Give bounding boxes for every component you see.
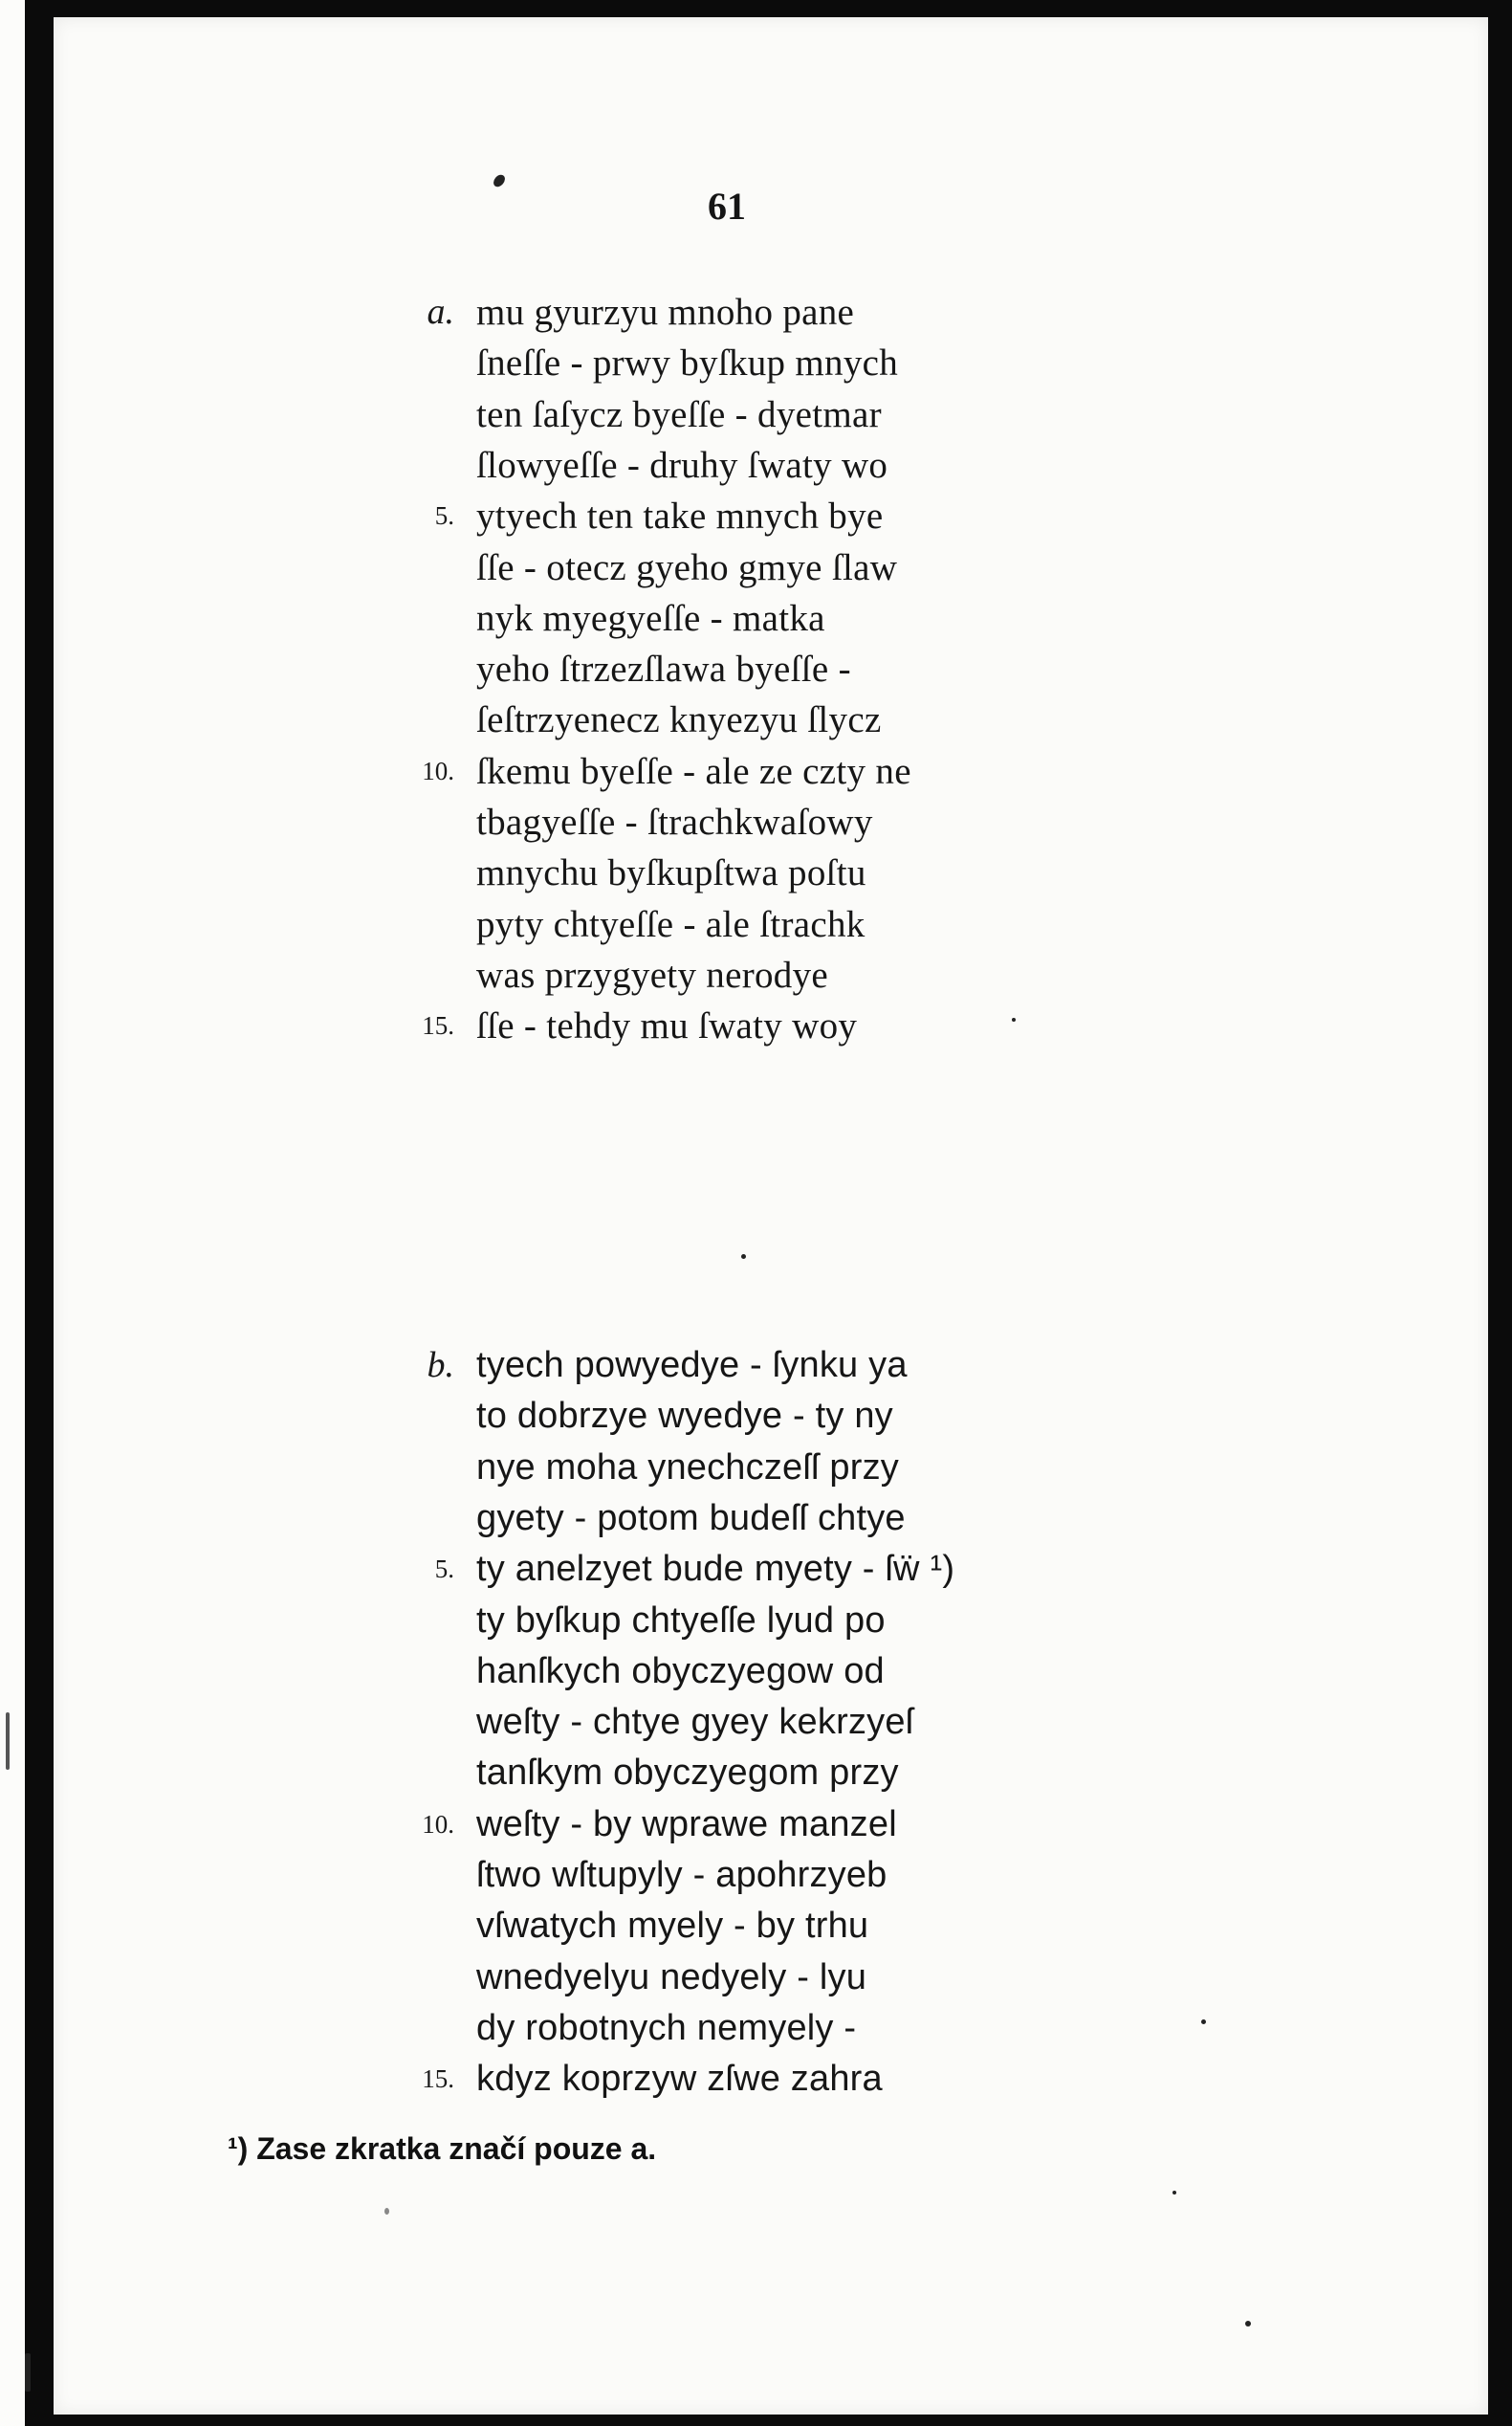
line-text: ſeſtrzyenecz knyezyu ſlycz: [476, 699, 882, 741]
line-number: a.: [427, 292, 454, 332]
ink-speck: [1245, 2321, 1251, 2327]
line-text: ty byſkup chtyeſſe lyud po: [476, 1599, 886, 1641]
line-text: hanſkych obyczyegow od: [476, 1650, 885, 1691]
line-number: 10.: [422, 756, 454, 785]
line-text: ſſe - otecz gyeho gmye ſlaw: [476, 546, 898, 588]
page-edge-strip: [0, 0, 25, 2426]
line-text: tyech powyedye - ſynku ya: [476, 1345, 908, 1385]
line-text: nyk myegyeſſe - matka: [476, 597, 825, 639]
ink-speck: [25, 2353, 31, 2392]
line-text: gyety - potom budeſſ chtye: [476, 1497, 906, 1538]
line-text: tanſkym obyczyegom przy: [476, 1753, 899, 1794]
line-number: 15.: [422, 1011, 454, 1041]
line-text: mu gyurzyu mnoho pane: [476, 292, 855, 333]
line-text: ſſe - tehdy mu ſwaty woy: [476, 1005, 858, 1048]
footnote: [228, 2131, 656, 2167]
line-number: 5.: [434, 1555, 454, 1584]
line-text: nye moha ynechczeſſ przy: [476, 1446, 900, 1488]
line-text: dy robotnych nemyely -: [476, 2007, 857, 2048]
footnote-marker: ¹): [228, 2131, 249, 2166]
line-text: ſkemu byeſſe - ale ze czty ne: [476, 750, 911, 792]
line-text: wnedyelyu nedyely - lyu: [476, 1956, 867, 1997]
line-text: ytyech ten take mnych bye: [476, 496, 884, 538]
line-text: ſlowyeſſe - druhy ſwaty wo: [476, 444, 888, 486]
ink-speck: [6, 1712, 10, 1770]
line-number: b.: [427, 1345, 454, 1385]
line-text: to dobrzye wyedye - ty ny: [476, 1396, 893, 1437]
line-text: was przygyety nerodye: [476, 954, 829, 996]
ink-speck: [1172, 2191, 1176, 2194]
page-number: 61: [708, 185, 746, 228]
line-text: vſwatych myely - by trhu: [476, 1906, 869, 1947]
line-text: ſtwo wſtupyly - apohrzyeb: [476, 1855, 887, 1895]
line-text: mnychu byſkupſtwa poſtu: [476, 852, 866, 894]
line-text: yeho ſtrzezſlawa byeſſe -: [476, 649, 851, 691]
ink-speck: [1012, 1018, 1016, 1022]
line-number: 5.: [434, 501, 454, 531]
line-number: 15.: [422, 2064, 454, 2094]
line-text: weſty - by wprawe manzel: [476, 1803, 897, 1844]
line-text: kdyz koprzyw zſwe zahra: [476, 2059, 883, 2100]
ink-speck: [1201, 2019, 1206, 2024]
line-text: ſneſſe - prwy byſkup mnych: [476, 342, 899, 385]
footnote-text: Zase zkratka značí pouze a.: [256, 2131, 657, 2166]
line-text: tbagyeſſe - ſtrachkwaſowy: [476, 802, 873, 843]
ink-speck: [741, 1254, 746, 1259]
line-text: weſty - chtye gyey kekrzyeſ: [476, 1702, 914, 1743]
line-number: 10.: [422, 1809, 454, 1839]
ink-speck: [384, 2208, 389, 2215]
line-text: pyty chtyeſſe - ale ſtrachk: [476, 903, 866, 945]
line-text: ten ſaſycz byeſſe - dyetmar: [476, 393, 882, 435]
line-text: ty anelzyet bude myety - ſẅ ¹): [476, 1549, 955, 1590]
